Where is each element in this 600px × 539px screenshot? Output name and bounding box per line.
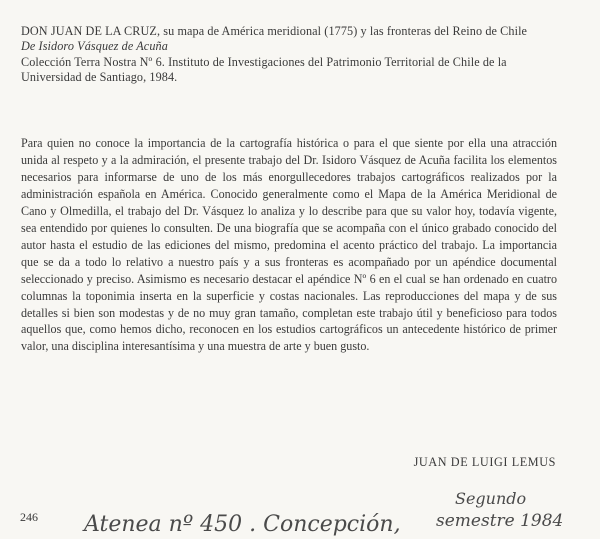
review-body-paragraph: Para quien no conoce la importancia de la cartografía histórica o para el que siente por ella una atracción unida al respeto y a la admiración, el presente trabajo del Dr. Isidoro Vásquez de Acuña facilita los elementos necesarios para informarse de uno de los más enorgullecedores trabajos cartográficos realizados por la administración española en América. Conocido generalmente como el Mapa de la América Meridional de Cano y Olmedilla, el trabajo del Dr. Vásquez lo analiza y lo describe para que su valor hoy, todavía vigente, sea entendido por quienes lo consulten. De una biografía que se acompaña con el único grabado conocido del autor hasta el estudio de las ediciones del mismo, predomina el acento práctico del trabajo. La importancia que se da a todo lo relativo a nuestro país y a sus fronteras es acompañado por un apéndice documental seleccionado y preciso. Asimismo es necesario destacar el apéndice Nº 6 en el cual se han ordenado en cuatro columnas la toponimia inserta en la superficie y costas nacionales. Las reproducciones del mapa y de sus detalles si bien son modestas y de no muy gran tamaño, completan este trabajo útil y beneficioso para todos aquellos que, como hemos dicho, reconocen en los estudios cartográficos un antecedente histórico de primer valor, una disciplina interesantísima y una muestra de arte y buen gusto.: [21, 136, 557, 354]
book-author: De Isidoro Vásquez de Acuña: [21, 39, 168, 54]
reviewer-signature: JUAN DE LUIGI LEMUS: [413, 455, 556, 469]
page-number: 246: [20, 510, 38, 524]
book-collection-info: Colección Terra Nostra Nº 6. Instituto de Investigaciones del Patrimonio Territorial de Chile de la Universidad de Santiago, 1984.: [21, 54, 507, 85]
handwritten-semester-bottom: semestre 1984: [436, 511, 564, 531]
handwritten-journal-reference: Atenea nº 450 . Concepción,: [84, 512, 401, 537]
handwritten-annotation: [0, 480, 600, 539]
book-title: DON JUAN DE LA CRUZ, su mapa de América meridional (1775) y las fronteras del Reino de Chile: [21, 24, 528, 38]
book-reference-header: [21, 24, 561, 86]
handwritten-semester-top: Segundo: [455, 489, 527, 508]
